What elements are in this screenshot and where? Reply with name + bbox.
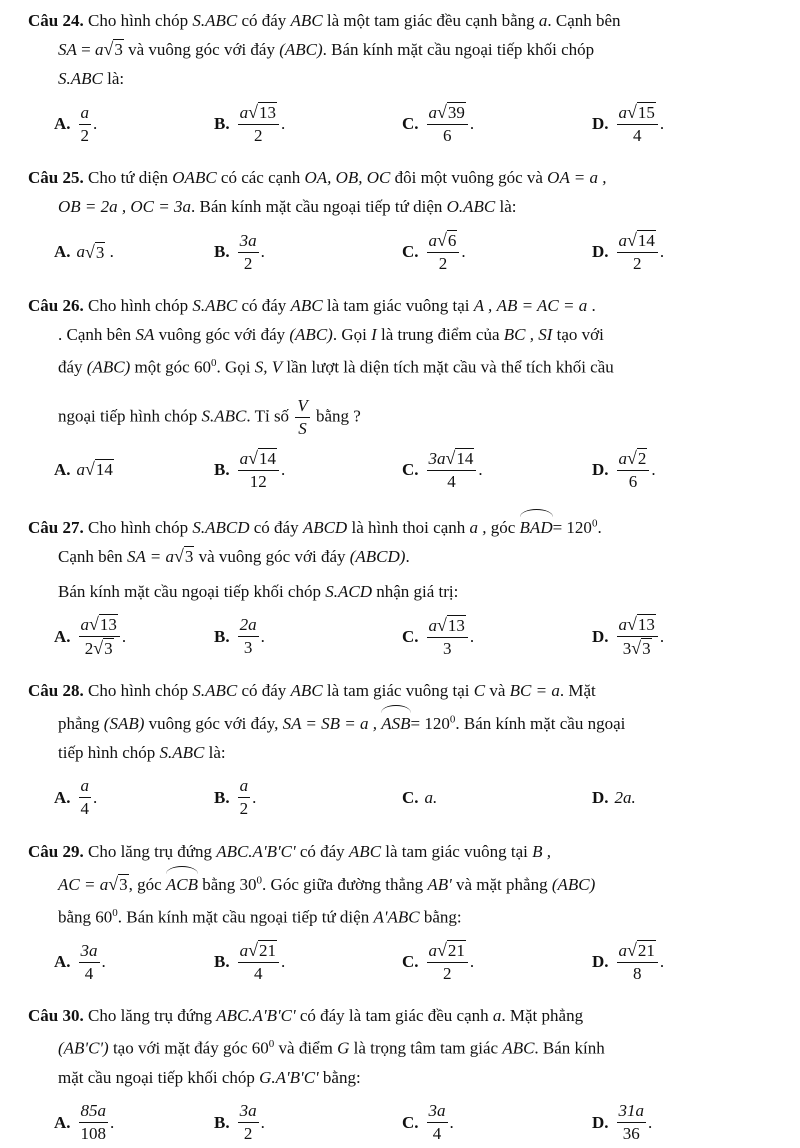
math-expr: ABC xyxy=(502,1038,535,1058)
answer-option-d[interactable]: D. $\frac{31a}{36}$ . xyxy=(592,1101,653,1144)
math-expr: O.ABC xyxy=(446,197,496,216)
math-expr: S.ACD xyxy=(325,581,372,601)
question-stem xyxy=(28,1001,782,1030)
answer-option-a[interactable]: A. a √14 xyxy=(54,459,113,480)
stem-text: là tam giác vuông tại xyxy=(326,680,470,700)
math-expr: (ABC) xyxy=(86,357,131,377)
stem-text: có đáy xyxy=(299,841,345,861)
math-expr: = 120 xyxy=(552,517,592,537)
question-26 xyxy=(28,291,782,495)
answer-option-c[interactable]: C. $\frac{3a√14}{4}$ . xyxy=(402,447,483,491)
answer-option-d[interactable]: D. 2a. xyxy=(592,787,636,807)
stem-text: . Bán kính mặt cầu ngoại tiếp tứ diện xyxy=(190,197,443,216)
question-29 xyxy=(28,837,782,988)
sqrt-expr: √14 xyxy=(85,459,113,480)
stem-text: và vuông góc với đáy xyxy=(198,546,346,566)
question-label: Câu 30. xyxy=(28,1006,84,1026)
answer-options xyxy=(28,99,782,149)
fraction: $\frac{a√14}{2}$ xyxy=(617,230,658,274)
question-stem: Cạnh bên SA = a√3 và vuông góc với đáy (ABCD). xyxy=(28,542,782,571)
math-expr: (AB'C') xyxy=(58,1038,109,1058)
math-expr: SI xyxy=(538,325,553,344)
fraction: $\frac{a√13}{2}$ xyxy=(238,102,279,146)
fraction: $\frac{V}{S}$ xyxy=(297,395,308,438)
stem-text: Cho hình chóp xyxy=(87,680,189,700)
math-expr: G xyxy=(337,1038,350,1058)
answer-option-b[interactable]: B. $\frac{a√21}{4}$ . xyxy=(214,940,286,984)
answer-option-a[interactable]: A. $\frac{85a}{108}$ . xyxy=(54,1101,115,1144)
stem-text: Cho hình chóp xyxy=(87,517,189,537)
stem-text: bằng ? xyxy=(315,406,361,426)
math-expr: = 120 xyxy=(410,713,450,733)
stem-text: Cho lăng trụ đứng xyxy=(87,841,212,861)
answer-option-a[interactable]: A. a √3 . xyxy=(54,241,114,262)
question-stem: Câu 27. Cho hình chóp S.ABCD có đáy ABCD là hình thoi cạnh a , góc $BAD= 120^0$. xyxy=(28,509,782,542)
stem-text: Cho hình chóp xyxy=(87,296,189,315)
answer-option-d[interactable]: D. $\frac{a√13}{3√3}$ . xyxy=(592,614,665,659)
fraction: $\frac{3a}{4}$ xyxy=(80,940,98,983)
math-expr: S.ABC xyxy=(192,680,238,700)
answer-options xyxy=(28,612,782,662)
question-stem xyxy=(28,738,782,767)
math-expr: ABC xyxy=(348,841,382,861)
stem-text: . Gọi xyxy=(332,325,367,344)
angle-arc: ACB xyxy=(166,866,198,899)
fraction: $\frac{a}{4}$ xyxy=(80,776,90,819)
stem-text: có đáy xyxy=(241,296,287,315)
stem-text: là: xyxy=(208,742,226,762)
stem-text: tạo với mặt đáy góc xyxy=(112,1038,248,1058)
math-expr: S.ABC xyxy=(192,296,238,315)
sqrt-expr: √3 xyxy=(108,873,128,894)
stem-text: là: xyxy=(107,69,125,88)
fraction: $\frac{3a√14}{4}$ xyxy=(427,448,477,492)
math-expr: S.ABC xyxy=(201,406,247,426)
fraction: $\frac{a}{2}$ xyxy=(80,102,90,145)
math-expr: OABC xyxy=(172,168,217,187)
answer-option-c[interactable]: C. a. xyxy=(402,787,438,807)
answer-option-b[interactable]: B. $\frac{a√13}{2}$ . xyxy=(214,102,286,145)
math-expr: 60 xyxy=(193,357,211,377)
math-expr: BC , xyxy=(503,325,534,344)
math-expr: AB = AC = a xyxy=(496,296,588,315)
answer-option-b[interactable]: B. $\frac{3a}{2}$ . xyxy=(214,1101,265,1144)
math-expr: = xyxy=(81,40,91,59)
question-stem xyxy=(28,676,782,705)
math-expr: S, V xyxy=(254,357,283,377)
stem-text: bằng xyxy=(58,907,92,927)
math-expr: SA xyxy=(135,325,155,344)
fraction: $\frac{31a}{36}$ xyxy=(618,1101,645,1144)
stem-text: . Bán kính mặt cầu ngoại tiếp tứ diện xyxy=(117,907,370,927)
fraction: $\frac{2a}{3}$ xyxy=(239,615,257,658)
stem-text: và vuông góc với đáy xyxy=(128,40,275,59)
question-24 xyxy=(28,6,782,149)
fraction: $\frac{a√13}{2√3}$ xyxy=(79,614,120,659)
math-expr: OA, OB, OC xyxy=(304,168,391,187)
stem-text: lần lượt là diện tích mặt cầu và thể tích khối cầu xyxy=(286,357,614,377)
math-expr: (ABC) xyxy=(551,874,596,894)
question-stem: bằng $60^0$. Bán kính mặt cầu ngoại tiếp tứ diện A'ABC bằng: xyxy=(58,906,462,927)
math-expr: B , xyxy=(532,841,551,861)
stem-text: . Gọi xyxy=(216,357,251,377)
stem-text: Cho hình chóp xyxy=(87,11,189,30)
stem-text: nhận giá trị: xyxy=(376,581,459,601)
answer-option-c[interactable]: C. $\frac{3a}{4}$ . xyxy=(402,1101,454,1144)
question-stem: AC = a√3, góc ACB bằng $30^0$. Góc giữa đường thẳng AB' và mặt phẳng (ABC) xyxy=(28,866,782,899)
math-expr: ABC.A'B'C' xyxy=(216,1006,296,1026)
math-expr: S.ABCD xyxy=(192,517,250,537)
answer-option-b[interactable]: B. $\frac{3a}{2}$ . xyxy=(214,230,265,273)
answer-option-d[interactable]: D. $\frac{a√2}{6}$ . xyxy=(592,447,656,491)
stem-text: là trọng tâm tam giác xyxy=(353,1038,499,1058)
math-expr: (ABC) xyxy=(279,40,323,59)
math-expr: (ABC) xyxy=(289,325,333,344)
answer-options xyxy=(28,937,782,987)
stem-text: là trung điểm của xyxy=(381,325,500,344)
answer-option-c[interactable]: C. $\frac{a√21}{2}$ . xyxy=(402,940,475,984)
stem-text: . Mặt phẳng xyxy=(501,1006,584,1026)
fraction: $\frac{a√21}{2}$ xyxy=(427,940,468,984)
stem-text: . Bán kính mặt cầu ngoại xyxy=(455,713,626,733)
math-expr: OB = 2a , OC = 3a xyxy=(58,197,191,216)
stem-text: mặt cầu ngoại tiếp khối chóp xyxy=(58,1067,255,1087)
math-expr: 60 xyxy=(95,907,113,927)
stem-text: tiếp hình chóp xyxy=(58,742,156,762)
sqrt-expr: √3 xyxy=(174,545,194,566)
stem-text: là hình thoi cạnh xyxy=(351,517,466,537)
fraction: $\frac{a√2}{6}$ xyxy=(617,448,650,492)
sqrt-expr: √3 xyxy=(85,241,105,262)
stem-text: tạo với xyxy=(556,325,604,344)
math-expr: I xyxy=(371,325,377,344)
stem-text: Cạnh bên xyxy=(58,546,123,566)
fraction: $\frac{a√39}{6}$ xyxy=(427,102,468,146)
fraction: $\frac{a√6}{2}$ xyxy=(427,230,460,274)
fraction: $\frac{85a}{108}$ xyxy=(80,1101,107,1144)
sqrt-expr: √3 xyxy=(103,39,123,59)
stem-text: và mặt phẳng xyxy=(455,874,548,894)
fraction: $\frac{a√13}{3√3}$ xyxy=(617,614,658,659)
question-stem: Câu 26. Cho hình chóp S.ABC có đáy ABC là tam giác vuông tại A , AB = AC = a . xyxy=(28,296,596,315)
question-stem xyxy=(28,320,782,349)
fraction: $\frac{a√21}{8}$ xyxy=(617,940,658,984)
fraction: $\frac{a√21}{4}$ xyxy=(238,940,279,984)
fraction: $\frac{3a}{2}$ xyxy=(239,1101,257,1144)
stem-text: bằng xyxy=(202,874,236,894)
stem-text: . Bán kính xyxy=(534,1038,605,1058)
answer-option-a[interactable]: A. $\frac{a√13}{2√3}$ . xyxy=(54,614,127,659)
math-expr: S.ABC xyxy=(58,69,103,88)
stem-text: . Bán kính mặt cầu ngoại tiếp khối chóp xyxy=(322,40,595,59)
math-expr: AB' xyxy=(427,874,452,894)
fraction: $\frac{a}{2}$ xyxy=(239,776,249,819)
question-label: Câu 26. xyxy=(28,296,84,315)
answer-option-c[interactable]: C. $\frac{a√13}{3}$ . xyxy=(402,614,475,658)
stem-text: là: xyxy=(499,197,517,216)
math-expr: ABC xyxy=(290,11,323,30)
math-expr: BC = a xyxy=(509,680,560,700)
stem-text: . Tỉ số xyxy=(246,406,290,426)
stem-text: là tam giác vuông tại xyxy=(385,841,528,861)
question-stem: đáy (ABC) một góc $60^0$. Gọi S, V lần lượt là diện tích mặt cầu và thể tích khối cầu xyxy=(58,357,614,377)
question-label: Câu 24. xyxy=(28,11,84,30)
math-expr: OA = a , xyxy=(547,168,607,187)
math-expr: A , xyxy=(473,296,493,315)
answer-option-a[interactable]: A. $\frac{3a}{4}$ . xyxy=(54,940,106,983)
answer-option-c[interactable]: C. $\frac{a√6}{2}$ . xyxy=(402,230,466,273)
question-stem xyxy=(28,192,782,221)
math-expr: C xyxy=(473,680,486,700)
math-expr: ABCD xyxy=(302,517,348,537)
math-expr: (ABCD) xyxy=(349,546,406,566)
question-label: Câu 27. xyxy=(28,517,84,537)
fraction: $\frac{a√13}{3}$ xyxy=(427,615,468,659)
stem-text: góc xyxy=(490,517,516,537)
math-expr: a xyxy=(492,1006,502,1026)
math-expr: ABC xyxy=(290,680,323,700)
math-expr: SA xyxy=(58,40,77,59)
question-stem xyxy=(28,577,782,606)
stem-text: có đáy xyxy=(253,517,299,537)
question-27 xyxy=(28,509,782,662)
fraction: $\frac{a√15}{4}$ xyxy=(617,102,658,146)
stem-text: . Cạnh bên xyxy=(58,325,132,344)
fraction: $\frac{a√14}{12}$ xyxy=(238,448,279,492)
answer-option-d[interactable]: D. $\frac{a√15}{4}$ . xyxy=(592,102,665,145)
question-stem: phẳng (SAB) vuông góc với đáy, SA = SB = a , $ASB= 120^0$. Bán kính mặt cầu ngoại xyxy=(28,705,782,738)
math-expr: 30 xyxy=(239,874,257,894)
stem-text: ngoại tiếp hình chóp xyxy=(58,406,198,426)
stem-text: . Góc giữa đường thẳng xyxy=(262,874,424,894)
stem-text: có đáy là tam giác đều cạnh xyxy=(299,1006,489,1026)
question-label: Câu 29. xyxy=(28,841,84,861)
question-stem xyxy=(28,1063,782,1092)
stem-text: đôi một vuông góc và xyxy=(394,168,543,187)
stem-text: là tam giác vuông tại xyxy=(326,296,470,315)
stem-text: có các cạnh xyxy=(220,168,301,187)
math-expr: SA = SB = a , xyxy=(282,713,377,733)
math-expr: a xyxy=(538,11,548,30)
answer-option-b[interactable]: B. $\frac{a√14}{12}$ . xyxy=(214,447,286,491)
math-expr: a , xyxy=(469,517,487,537)
angle-arc: BAD xyxy=(520,509,553,542)
answer-option-a[interactable]: A. $\frac{a}{4}$ . xyxy=(54,776,98,819)
math-expr: (SAB) xyxy=(103,713,145,733)
question-stem xyxy=(28,6,782,35)
math-expr: S.ABC xyxy=(159,742,205,762)
question-stem xyxy=(28,35,782,64)
stem-text: một góc xyxy=(134,357,190,377)
stem-text: là một tam giác đều cạnh bằng xyxy=(326,11,535,30)
fraction: $\frac{3a}{4}$ xyxy=(428,1101,446,1144)
stem-text: Cho tứ diện xyxy=(87,168,169,187)
stem-text: bằng: xyxy=(322,1067,361,1087)
stem-text: . Cạnh bên xyxy=(547,11,621,30)
stem-text: và điểm xyxy=(278,1038,333,1058)
stem-text: vuông góc với đáy, xyxy=(148,713,279,733)
math-expr: a xyxy=(94,40,104,59)
question-28 xyxy=(28,676,782,823)
stem-text: có đáy xyxy=(241,11,287,30)
answer-options xyxy=(28,445,782,495)
question-stem: (AB'C') tạo với mặt đáy góc $60^0$ và điểm G là trọng tâm tam giác ABC. Bán kính xyxy=(58,1038,605,1058)
answer-option-c[interactable]: C. $\frac{a√39}{6}$ . xyxy=(402,102,475,145)
stem-text: , góc xyxy=(128,874,162,894)
stem-text: Bán kính mặt cầu ngoại tiếp khối chóp xyxy=(58,581,321,601)
math-expr: A'ABC xyxy=(373,907,420,927)
angle-arc: ASB xyxy=(381,705,410,738)
question-stem xyxy=(28,64,782,93)
answer-options xyxy=(28,227,782,277)
question-25 xyxy=(28,163,782,277)
answer-option-b[interactable]: B. $\frac{a}{2}$ . xyxy=(214,776,257,819)
math-expr: SA = a xyxy=(126,546,174,566)
math-expr: ABC.A'B'C' xyxy=(216,841,296,861)
answer-options xyxy=(28,773,782,823)
stem-text: và xyxy=(489,680,506,700)
question-stem xyxy=(28,837,782,866)
question-label: Câu 28. xyxy=(28,680,84,700)
fraction: $\frac{3a}{2}$ xyxy=(239,230,257,273)
question-label: Câu 25. xyxy=(28,168,84,187)
answer-option-a[interactable]: A. $\frac{a}{2}$ . xyxy=(54,102,98,145)
stem-text: đáy xyxy=(58,357,83,377)
stem-text: vuông góc với đáy xyxy=(158,325,286,344)
stem-text: . Mặt xyxy=(559,680,596,700)
math-expr: AC = a xyxy=(58,874,109,894)
math-expr: G.A'B'C' xyxy=(259,1067,319,1087)
math-expr: 60 xyxy=(251,1038,269,1058)
answer-option-d[interactable]: D. $\frac{a√21}{8}$ . xyxy=(592,940,665,984)
stem-text: có đáy xyxy=(241,680,287,700)
question-stem xyxy=(28,163,782,192)
stem-text: bằng: xyxy=(423,907,462,927)
question-stem xyxy=(28,396,782,439)
question-30 xyxy=(28,1001,782,1148)
stem-text: phẳng xyxy=(58,713,100,733)
answer-option-d[interactable]: D. $\frac{a√14}{2}$ . xyxy=(592,230,665,273)
answer-options xyxy=(28,1098,782,1148)
math-expr: ABC xyxy=(290,296,323,315)
math-expr: S.ABC xyxy=(192,11,238,30)
answer-option-b[interactable]: B. $\frac{2a}{3}$ . xyxy=(214,615,265,658)
stem-text: Cho lăng trụ đứng xyxy=(87,1006,212,1026)
